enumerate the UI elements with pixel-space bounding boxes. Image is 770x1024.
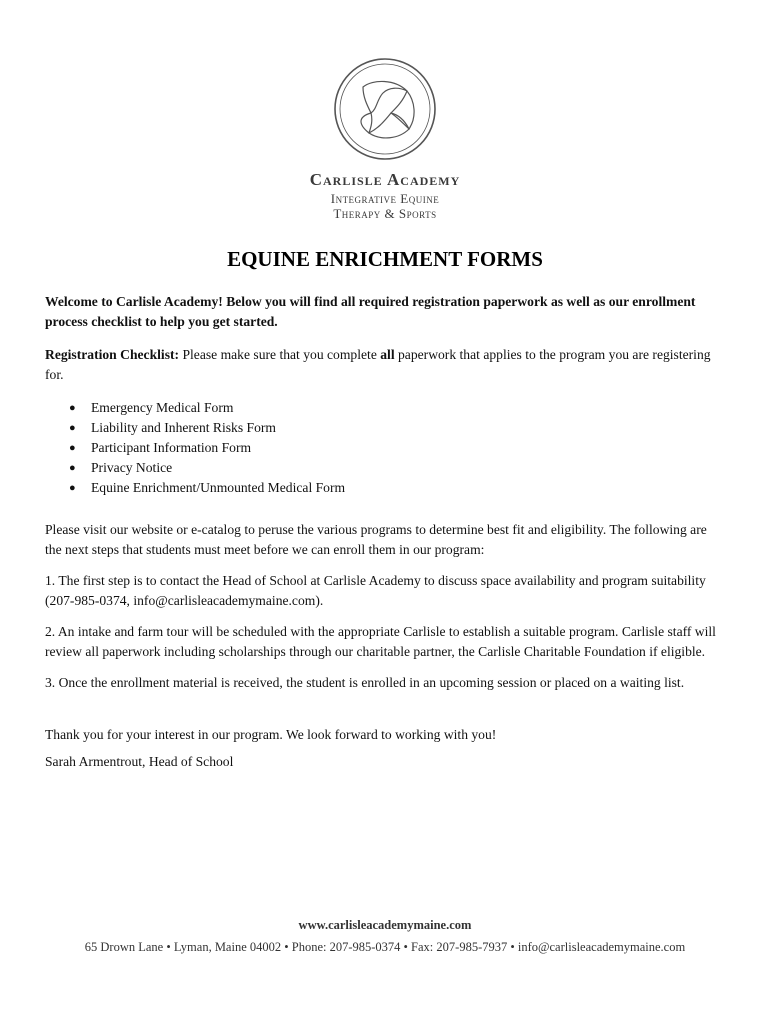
list-item [69,458,723,478]
checklist-text-after: paperwork that applies to the program you are registering for. [45,347,711,382]
bullet-icon: ● [69,462,76,474]
footer-website: www.carlisleacademymaine.com [298,918,472,932]
org-name: Carlisle Academy [309,170,461,189]
list-item [69,398,723,418]
document-body [45,292,723,772]
form-name: Emergency Medical Form [91,400,234,415]
checklist-label: Registration Checklist: [45,347,180,362]
step-1-paragraph: 1. The first step is to contact the Head of School at Carlisle Academy to discuss space availability and program suitability (207-985-0374, info@carlisleacademymaine.com). [45,573,706,608]
forms-list [45,398,723,498]
form-name: Participant Information Form [91,440,252,455]
checklist-text-before: Please make sure that you complete [179,347,381,362]
bullet-icon: ● [69,442,76,454]
list-item [69,418,723,438]
bullet-icon: ● [69,402,76,414]
thanks-paragraph: Thank you for your interest in our program. We look forward to working with you! [45,726,497,742]
intro-paragraph: Please visit our website or e-catalog to peruse the various programs to determine best fit and eligibility. The following are the next steps that students must meet before we can enroll them in our program: [45,522,707,557]
org-tagline-1: Integrative Equine [330,191,440,206]
list-item [69,438,723,458]
footer-address: 65 Drown Lane • Lyman, Maine 04002 • Phone: 207-985-0374 • Fax: 207-985-7937 • info@carlisleacademymaine.com [84,940,686,954]
step-2-paragraph: 2. An intake and farm tour will be scheduled with the appropriate Carlisle to establish a suitable program. Carlisle staff will review all paperwork including scholarships through our charitable partner, the Carlisle Charitable Foundation if eligible. [45,624,716,659]
form-name: Privacy Notice [91,460,173,475]
org-tagline-2: Therapy & Sports [333,206,437,221]
form-name: Liability and Inherent Risks Form [91,420,277,435]
list-item [69,478,723,498]
step-3-paragraph: 3. Once the enrollment material is received, the student is enrolled in an upcoming session or placed on a waiting list. [45,675,685,690]
horse-circle-logo-icon [333,57,437,161]
signature: Sarah Armentrout, Head of School [45,754,234,769]
checklist-paragraph [45,345,723,384]
page-title: EQUINE ENRICHMENT FORMS [227,247,543,271]
form-name: Equine Enrichment/Unmounted Medical Form [91,480,346,495]
bullet-icon: ● [69,482,76,494]
checklist-emphasis: all [380,347,395,362]
welcome-paragraph: Welcome to Carlisle Academy! Below you will find all required registration paperwork as well as our enrollment process checklist to help you get started. [45,294,696,329]
bullet-icon: ● [69,422,76,434]
